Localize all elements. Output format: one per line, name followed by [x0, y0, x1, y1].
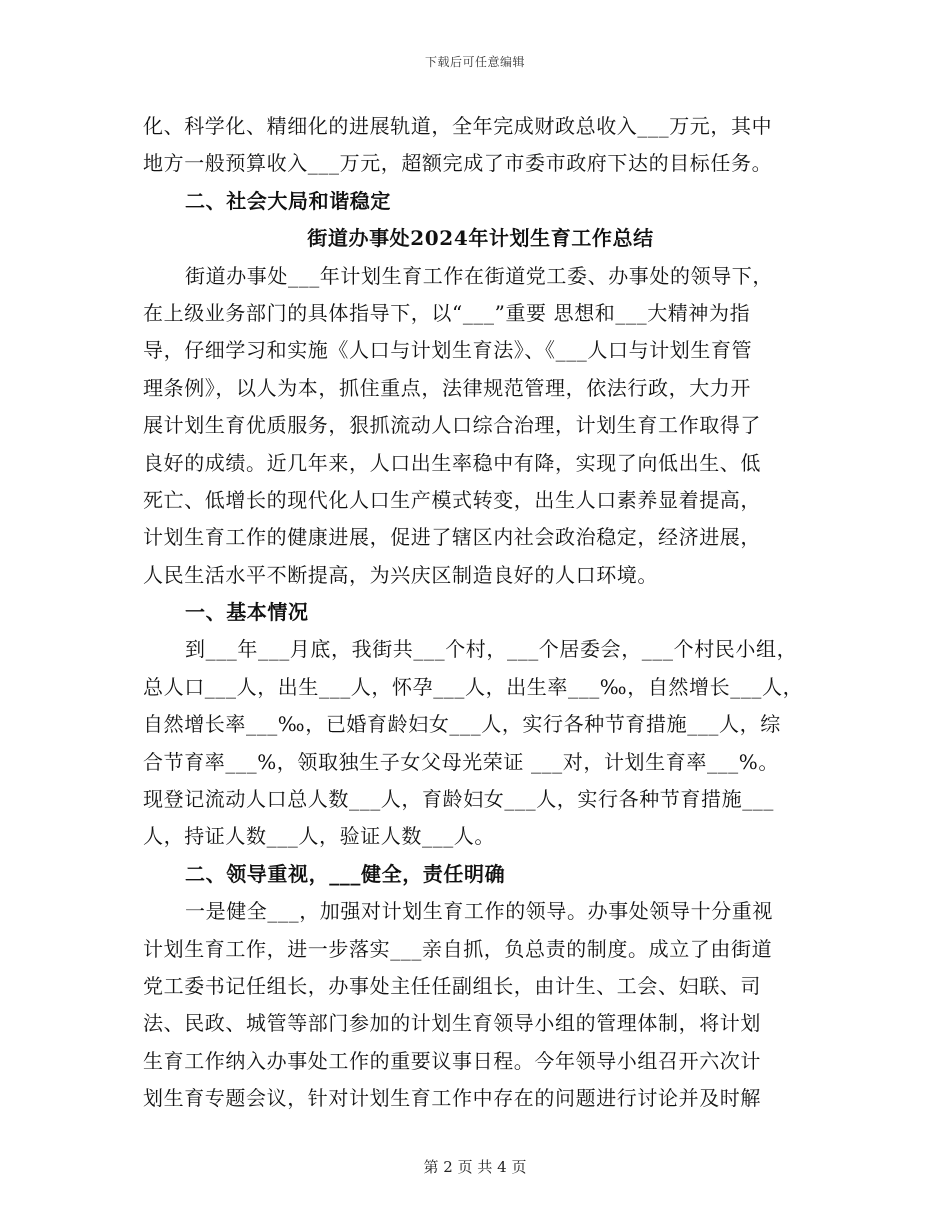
paragraph-line: 良好的成绩。近几年来，人口出生率稳中有降，实现了向低出生、低: [143, 450, 761, 475]
page-number: 第 2 页 共 4 页: [423, 1158, 527, 1176]
section-heading: 二、领导重视，___健全，责任明确: [185, 861, 506, 886]
section-heading: 二、社会大局和谐稳定: [185, 188, 391, 213]
paragraph-line: 街道办事处___年计划生育工作在街道党工委、办事处的领导下，: [185, 263, 773, 288]
paragraph-line: 合节育率___%，领取独生子女父母光荣证 ___对，计划生育率___%。: [143, 749, 779, 774]
paragraph-line: 计划生育工作的健康进展，促进了辖区内社会政治稳定，经济进展，: [143, 525, 761, 550]
paragraph-line: 总人口___人，出生___人，怀孕___人，出生率___‰，自然增长___人，: [143, 674, 804, 699]
paragraph-line: 划生育专题会议，针对计划生育工作中存在的问题进行讨论并及时解: [143, 1086, 761, 1111]
paragraph-line: 人，持证人数___人，验证人数___人。: [143, 824, 495, 849]
document-title: 街道办事处2024年计划生育工作总结: [307, 226, 654, 251]
paragraph-line: 到___年___月底，我街共___个村，___个居委会，___个村民小组，: [185, 637, 798, 662]
paragraph-line: 在上级业务部门的具体指导下，以“___”重要 思想和___大精神为指: [143, 300, 751, 325]
paragraph-line: 自然增长率___‰，已婚育龄妇女___人，实行各种节育措施___人，综: [143, 712, 781, 737]
paragraph-line: 导，仔细学习和实施《人口与计划生育法》、《___人口与计划生育管: [143, 338, 753, 363]
paragraph-line: 理条例》，以人为本，抓住重点，法律规范管理，依法行政，大力开: [143, 375, 751, 400]
download-edit-note: 下载后可任意编辑: [424, 55, 525, 69]
paragraph-line: 现登记流动人口总人数___人，育龄妇女___人，实行各种节育措施___: [143, 787, 774, 812]
paragraph-line: 展计划生育优质服务，狠抓流动人口综合治理，计划生育工作取得了: [143, 413, 761, 438]
paragraph-line: 计划生育工作，进一步落实___亲自抓，负总责的制度。成立了由街道: [143, 936, 773, 961]
paragraph-line: 地方一般预算收入___万元，超额完成了市委市政府下达的目标任务。: [143, 151, 773, 176]
paragraph-line: 党工委书记任组长，办事处主任任副组长，由计生、工会、妇联、司: [143, 973, 761, 998]
section-heading: 一、基本情况: [185, 600, 309, 625]
paragraph-line: 死亡、低增长的现代化人口生产模式转变，出生人口素养显着提高，: [143, 487, 761, 512]
paragraph-line: 生育工作纳入办事处工作的重要议事日程。今年领导小组召开六次计: [143, 1048, 761, 1073]
paragraph-line: 法、民政、城管等部门参加的计划生育领导小组的管理体制，将计划: [143, 1011, 761, 1036]
paragraph-line: 化、科学化、精细化的进展轨道，全年完成财政总收入___万元，其中: [143, 114, 773, 138]
document-body: [143, 108, 818, 1118]
paragraph-line: 人民生活水平不断提高，为兴庆区制造良好的人口环境。: [143, 562, 658, 587]
paragraph-line: 一是健全___，加强对计划生育工作的领导。办事处领导十分重视: [185, 899, 773, 924]
